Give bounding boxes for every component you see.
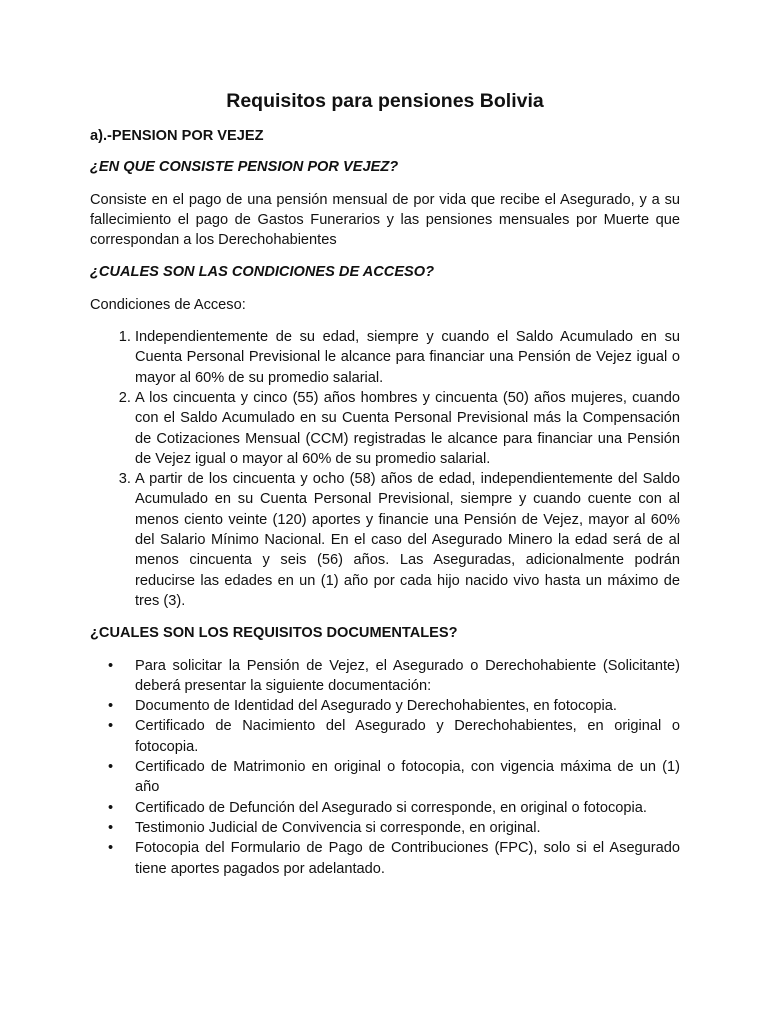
requirement-item (108, 838, 680, 879)
bullet-icon: • (108, 819, 114, 836)
bullet-icon: • (108, 759, 114, 776)
condition-item: 2. A los cincuenta y cinco (55) años hombres y cincuenta (50) años mujeres, cuando con el Saldo Acumulado en su Cuenta Personal Previsional más la Compensación de Cotizaciones Mensual (CCM) registradas le alcance para financiar una Pensión de Vejez igual o mayor al 60% de su promedio salarial. (135, 388, 680, 469)
requirement-item (108, 656, 680, 697)
requirement-item (108, 818, 680, 838)
condition-item: 1. Independientemente de su edad, siempre y cuando el Saldo Acumulado en su Cuenta Personal Previsional le alcance para financiar una Pensión de Vejez igual o mayor al 60% de su promedio salarial. (135, 327, 680, 388)
section-heading: a).-PENSION POR VEJEZ (90, 128, 264, 144)
requirement-item (108, 757, 680, 798)
bullet-icon: • (108, 840, 114, 857)
requirement-text: Certificado de Matrimonio en original o fotocopia, con vigencia máxima de un (1) año (135, 759, 680, 796)
bullet-icon: • (108, 799, 114, 816)
requirements-list (90, 656, 680, 879)
requirement-item (108, 798, 680, 818)
requirement-item (108, 716, 680, 757)
requirement-text: Fotocopia del Formulario de Pago de Contribuciones (FPC), solo si el Asegurado tiene aportes pagados por adelantado. (135, 840, 680, 877)
document-title: Requisitos para pensiones Bolivia (226, 90, 544, 112)
requirement-text: Para solicitar la Pensión de Vejez, el Asegurado o Derechohabiente (Solicitante) deberá presentar la siguiente documentación: (135, 657, 680, 694)
conditions-intro: Condiciones de Acceso: (90, 296, 246, 313)
document-page (90, 88, 680, 879)
question-what-is-pension: ¿EN QUE CONSISTE PENSION POR VEJEZ? (90, 159, 399, 176)
answer-what-is-pension: Consiste en el pago de una pensión mensual de por vida que recibe el Asegurado, y a su fallecimiento el pago de Gastos Funerarios y las pensiones mensuales por Muerte que correspondan a los Derechohabientes (90, 191, 680, 249)
bullet-icon: • (108, 657, 114, 674)
question-access-conditions: ¿CUALES SON LAS CONDICIONES DE ACCESO? (90, 264, 435, 281)
requirement-text: Certificado de Nacimiento del Asegurado y Derechohabientes, en original o fotocopia. (135, 718, 680, 755)
bullet-icon: • (108, 698, 114, 715)
question-document-requirements: ¿CUALES SON LOS REQUISITOS DOCUMENTALES? (90, 625, 458, 642)
bullet-icon: • (108, 718, 114, 735)
conditions-list (90, 327, 680, 611)
requirement-text: Certificado de Defunción del Asegurado si corresponde, en original o fotocopia. (135, 799, 647, 816)
requirement-text: Testimonio Judicial de Convivencia si corresponde, en original. (135, 819, 541, 836)
requirement-text: Documento de Identidad del Asegurado y Derechohabientes, en fotocopia. (135, 698, 617, 715)
requirement-item (108, 696, 680, 716)
condition-item: 3. A partir de los cincuenta y ocho (58) años de edad, independientemente del Saldo Acumulado en su Cuenta Personal Previsional, siempre y cuando cuente con al menos ciento veinte (120) aportes y financie una Pensión de Vejez, mayor al 60% del Salario Mínimo Nacional. En el caso del Asegurado Minero la edad será de al menos cincuenta y seis (56) años. Las Aseguradas, adicionalmente podrán reducirse las edades en un (1) año por cada hijo nacido vivo hasta un máximo de tres (3). (135, 469, 680, 611)
